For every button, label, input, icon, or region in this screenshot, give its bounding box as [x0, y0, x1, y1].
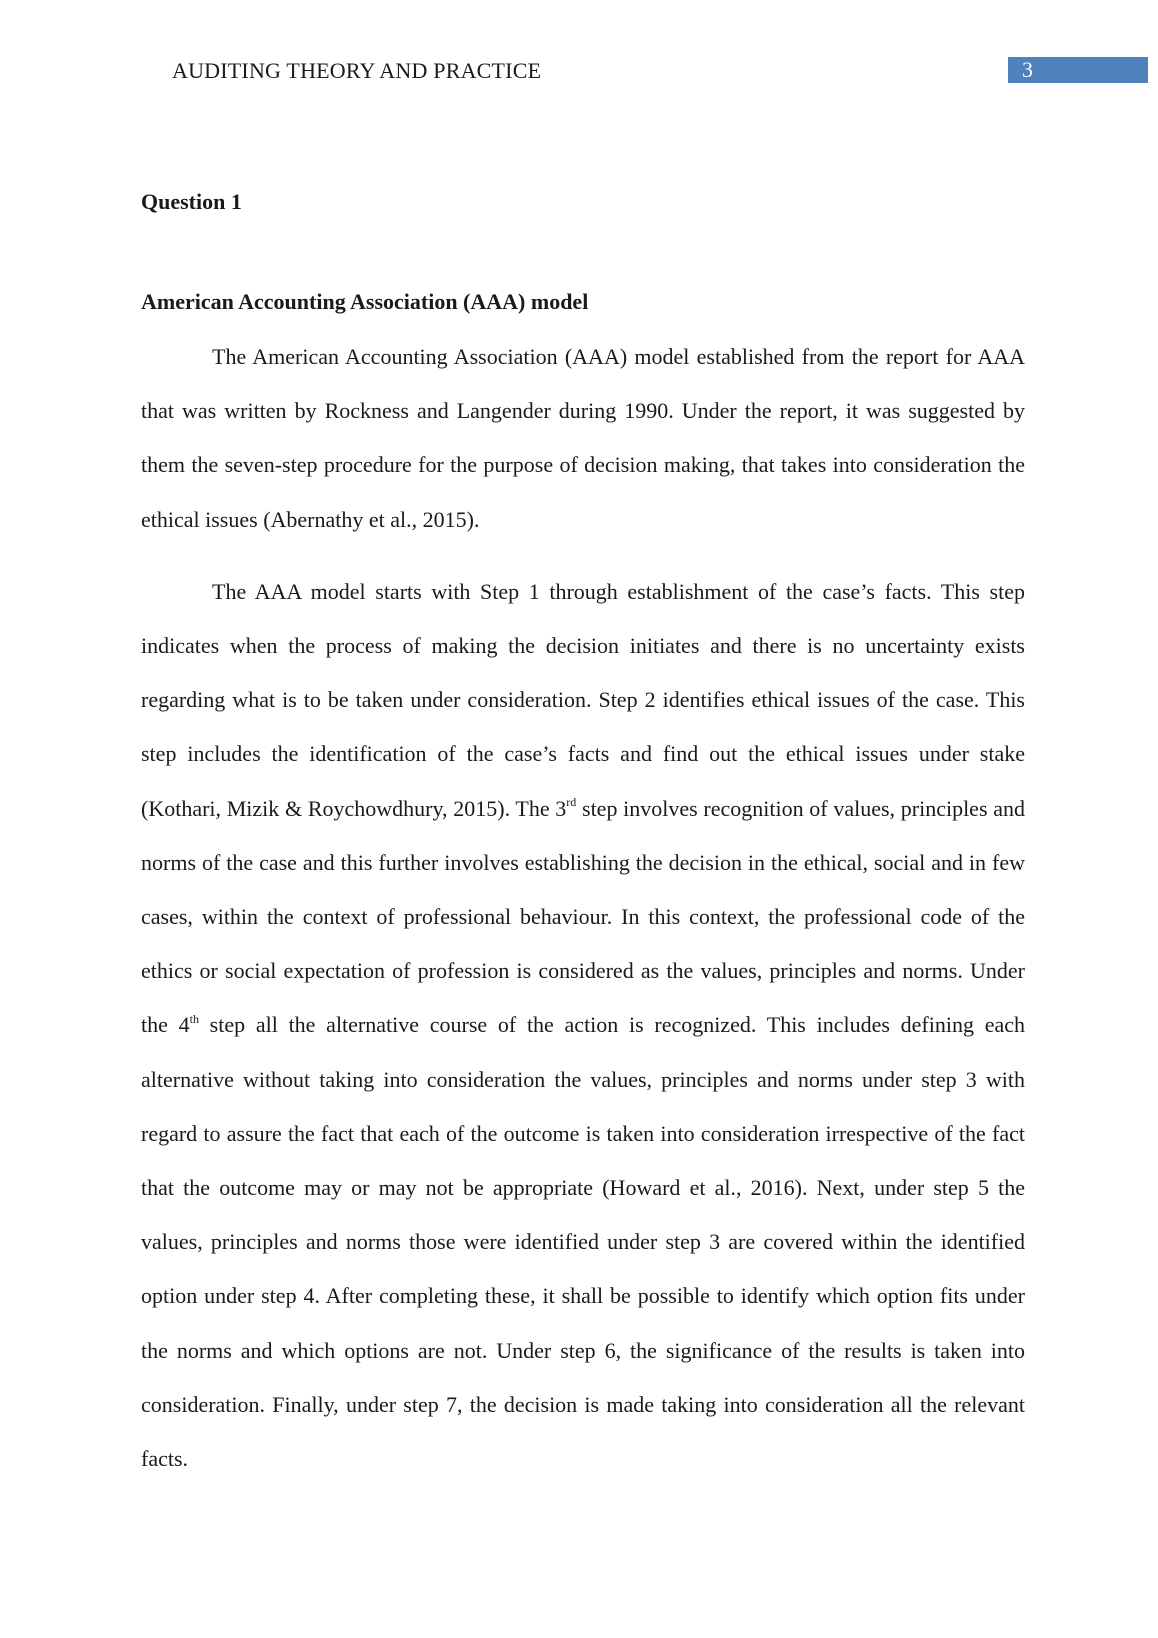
paragraph-1: The American Accounting Association (AAA) model established from the report for AAA that was written by Rockness and Langender during 1990. Under the report, it was suggested by them the seven-step procedure for the purpose of decision making, that takes into consideration the ethical issues (Abernathy et al., 2015). [141, 344, 1025, 532]
ordinal-suffix-th: th [189, 1012, 199, 1027]
paragraph-2 [141, 565, 1025, 1486]
paragraph-2-part-1: The AAA model starts with Step 1 through establishment of the case’s facts. This step indicates when the process of making the decision initiates and there is no uncertainty exists regarding what is to be taken under consideration. Step 2 identifies ethical issues of the case. This step includes the identification of the case’s facts and find out the ethical issues under stake (Kothari, Mizik & Roychowdhury, 2015). The 3 [141, 578, 1025, 821]
ordinal-suffix-rd: rd [566, 795, 577, 810]
question-heading: Question 1 [141, 189, 242, 214]
paragraph-2-part-3: step all the alternative course of the action is recognized. This includes defining each alternative without taking into consideration the values, principles and norms under step 3 with regard to assure the fact that each of the outcome is taken into consideration irrespective of the fact that the outcome may or may not be appropriate (Howard et al., 2016). Next, under step 5 the values, principles and norms those were identified under step 3 are covered within the identified option under step 4. After completing these, it shall be possible to identify which option fits under the norms and which options are not. Under step 6, the significance of the results is taken into consideration. Finally, under step 7, the decision is made taking into consideration all the relevant facts. [141, 1012, 1025, 1472]
paragraph-2-part-2: step involves recognition of values, principles and norms of the case and this further involves establishing the decision in the ethical, social and in few cases, within the context of professional behaviour. In this context, the professional code of the ethics or social expectation of profession is considered as the values, principles and norms. Under the 4 [141, 795, 1025, 1038]
section-heading: American Accounting Association (AAA) model [141, 289, 589, 314]
page-number: 3 [1008, 57, 1148, 83]
document-body [141, 182, 1025, 1486]
running-header: AUDITING THEORY AND PRACTICE [172, 58, 542, 83]
